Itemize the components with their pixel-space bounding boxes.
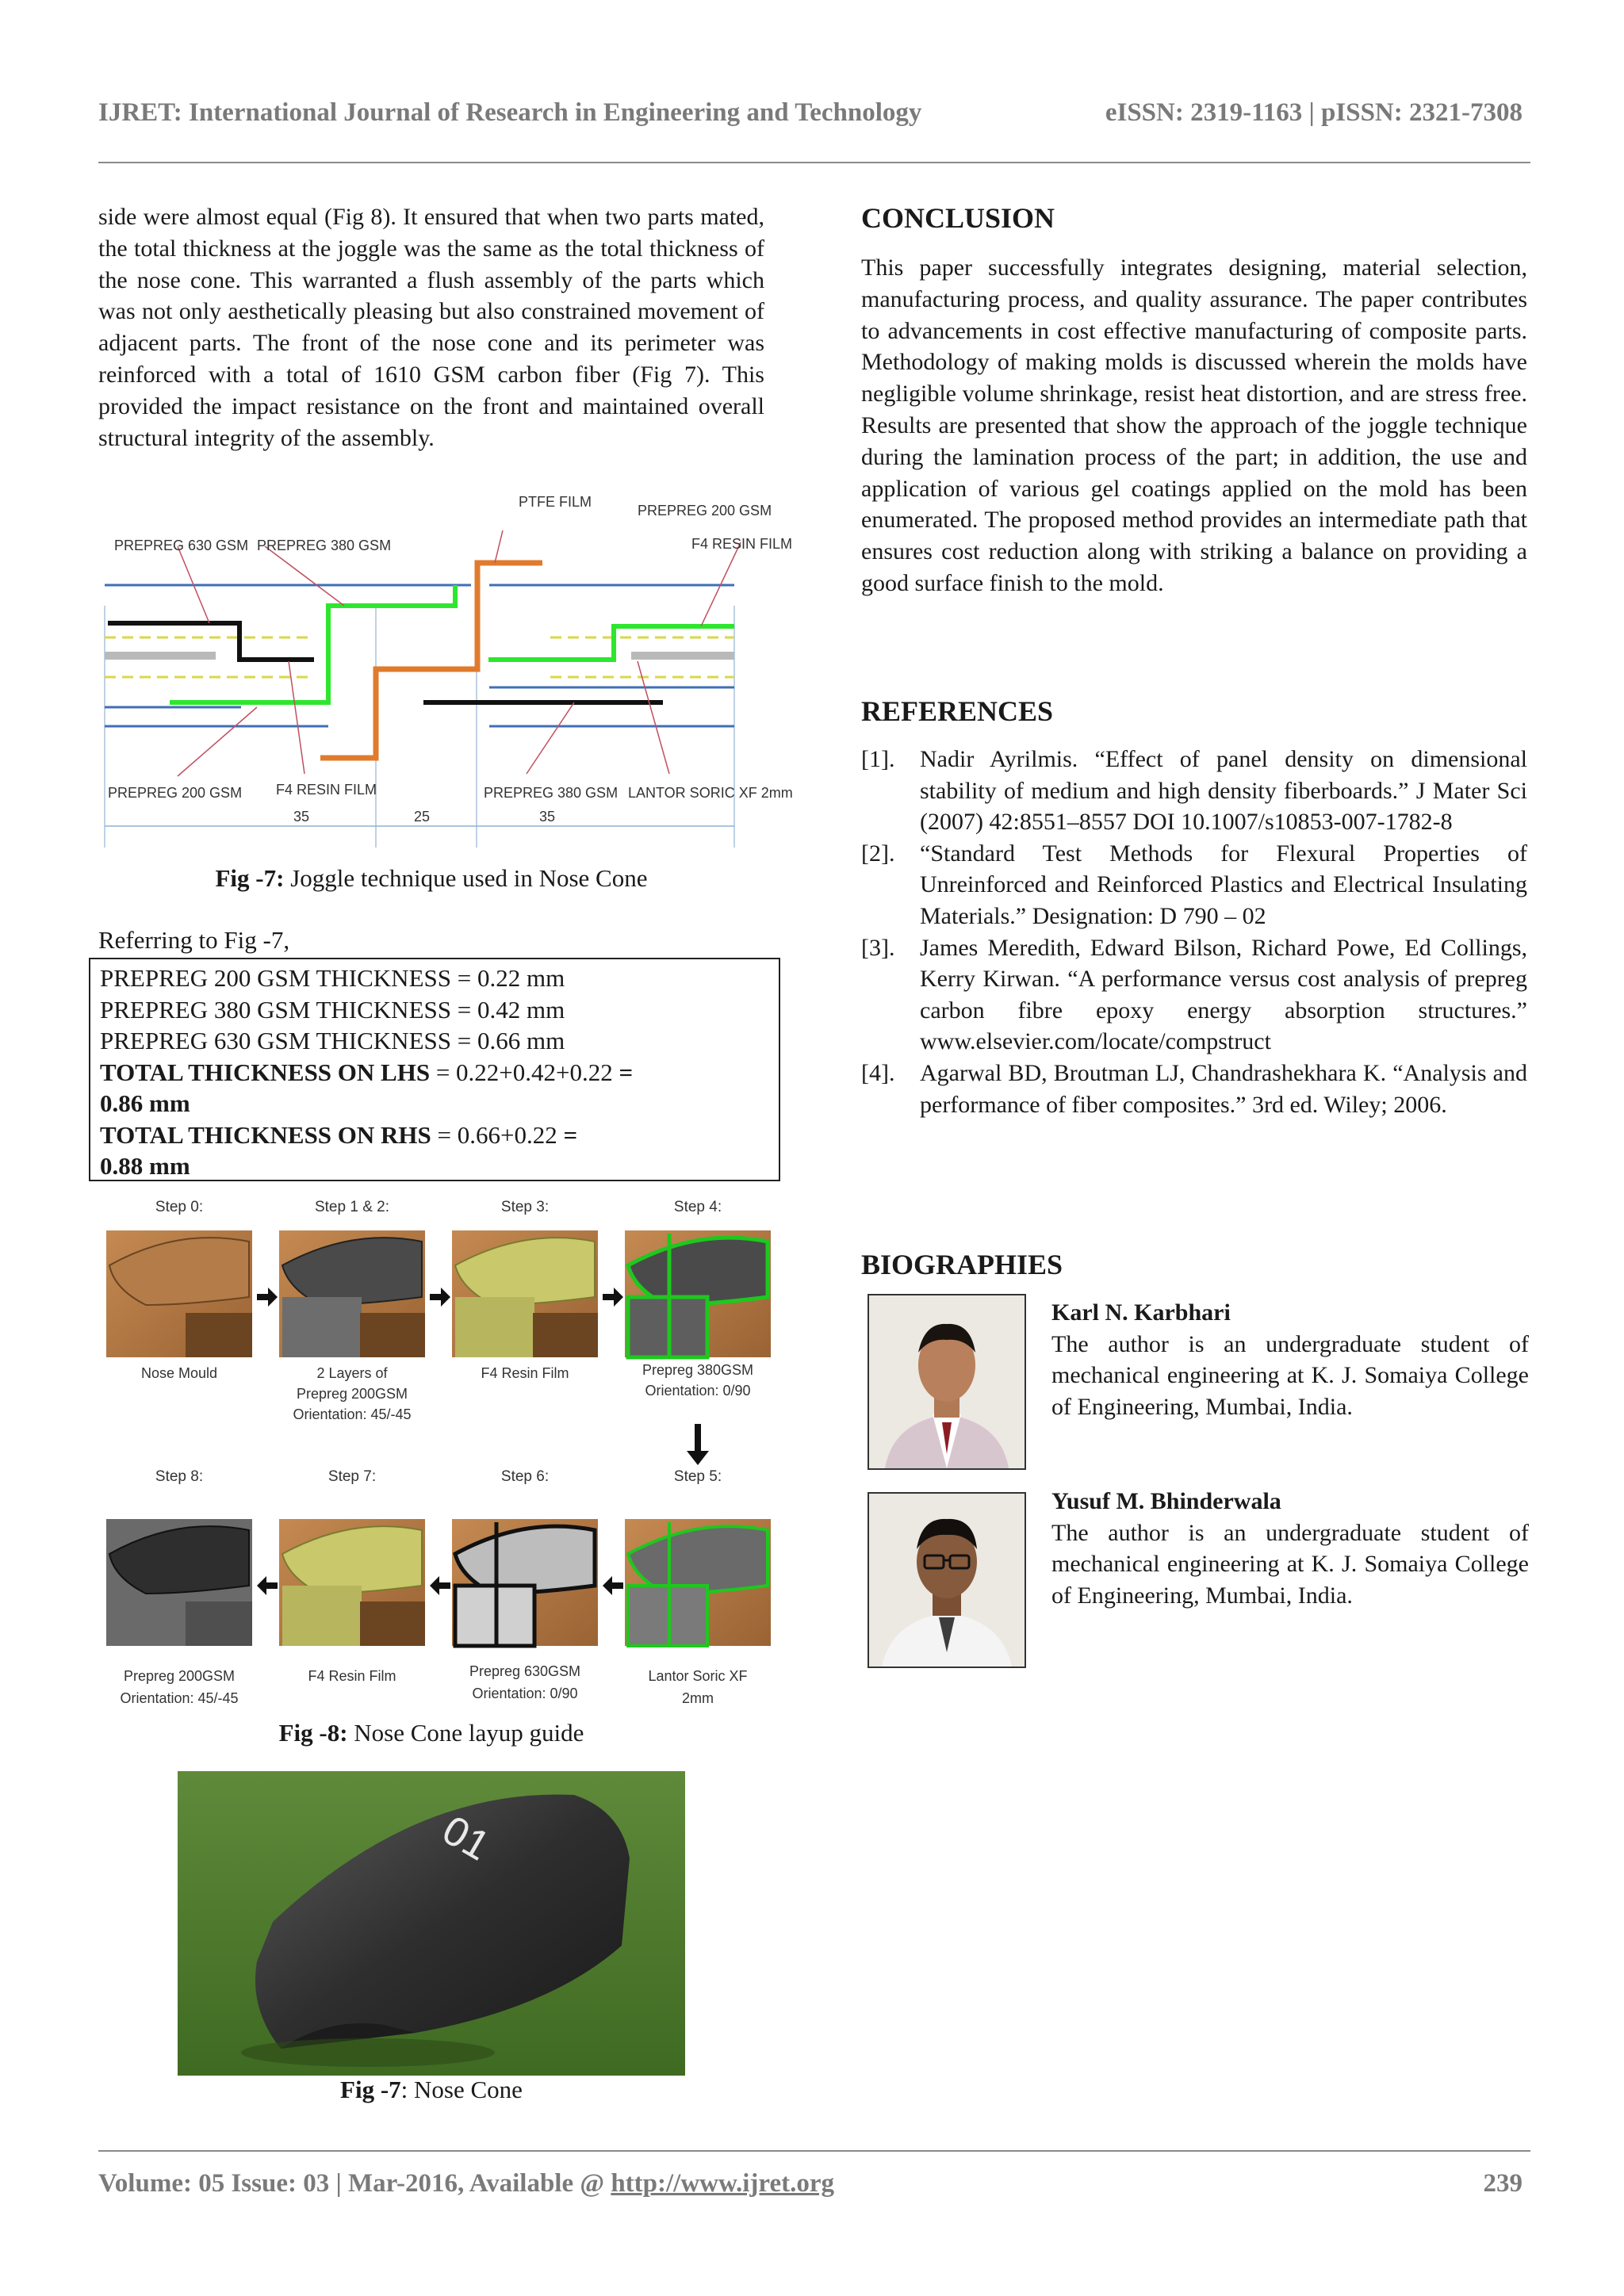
layup-guide xyxy=(98,1186,796,1733)
biographies-heading: BIOGRAPHIES xyxy=(861,1249,1063,1280)
step-4-panel xyxy=(625,1230,771,1357)
reference-item: [3]. James Meredith, Edward Bilson, Richard Powe, Ed Collings, Kerry Kirwan. “A performance versus cost analysis of prepreg carbon fibre epoxy energy absorption structures.” www.elsevier.com/locate/compstruct xyxy=(861,934,1527,1055)
page-number: 239 xyxy=(1483,2169,1522,2198)
label-lantor: LANTOR SORIC XF 2mm xyxy=(628,785,793,801)
step-caption: Orientation: 0/90 xyxy=(645,1383,751,1399)
down-arrow-icon xyxy=(687,1424,709,1465)
step-caption: Prepreg 200GSM xyxy=(123,1668,236,1684)
nose-cone-photo xyxy=(178,1771,685,2076)
issn: eISSN: 2319-1163 | pISSN: 2321-7308 xyxy=(1105,98,1522,127)
journal-link[interactable]: http://www.ijret.org xyxy=(611,2169,834,2198)
label-ptfe: PTFE FILM xyxy=(519,494,592,510)
author-photo-karbhari xyxy=(868,1294,1026,1470)
prepreg-380-left xyxy=(170,585,455,702)
step-caption: Orientation: 45/-45 xyxy=(293,1406,412,1422)
footer-issue: Volume: 05 Issue: 03 | Mar-2016, Available @ http://www.ijret.org xyxy=(98,2169,834,2198)
lantor-right xyxy=(631,652,734,660)
thickness-line-200: PREPREG 200 GSM THICKNESS = 0.22 mm xyxy=(100,964,565,992)
step-1-2-panel xyxy=(279,1230,425,1357)
dim-25: 25 xyxy=(413,809,431,825)
step-caption: Nose Mould xyxy=(140,1365,218,1381)
reference-item: [4]. Agarwal BD, Broutman LJ, Chandrashekhara K. “Analysis and performance of fiber composites.” 3rd ed. Wiley; 2006. xyxy=(861,1059,1527,1118)
step-8-panel xyxy=(106,1519,252,1646)
bio-name: Yusuf M. Bhinderwala xyxy=(1051,1488,1281,1514)
thickness-box xyxy=(89,958,780,1181)
step-caption: Prepreg 630GSM xyxy=(469,1663,581,1679)
reference-item: [2]. “Standard Test Methods for Flexural Properties of Unreinforced and Reinforced Plastics and Electrical Insulating Materials.” Designation: D 790 – 02 xyxy=(861,840,1527,929)
cone-number-mark: 01 xyxy=(435,1807,498,1870)
lhs-result: 0.86 mm xyxy=(100,1089,190,1117)
journal-title: IJRET: International Journal of Research in Engineering and Technology xyxy=(98,98,922,127)
step-0-panel xyxy=(106,1230,252,1357)
label-prepreg-380-bottom: PREPREG 380 GSM xyxy=(484,785,619,801)
step-caption: 2mm xyxy=(682,1690,714,1706)
step-caption: Orientation: 45/-45 xyxy=(120,1690,239,1706)
thickness-line-630: PREPREG 630 GSM THICKNESS = 0.66 mm xyxy=(100,1027,565,1054)
references-heading: REFERENCES xyxy=(861,695,1054,727)
step-caption: Prepreg 380GSM xyxy=(642,1362,754,1378)
author-photo-bhinderwala xyxy=(868,1492,1026,1668)
dim-35-right: 35 xyxy=(538,809,556,825)
conclusion-heading: CONCLUSION xyxy=(861,202,1055,234)
step-caption: 2 Layers of xyxy=(316,1365,388,1381)
referring-text: Referring to Fig -7, xyxy=(98,926,290,954)
fig7-photo-caption: Fig -7: Nose Cone xyxy=(340,2076,523,2103)
joggle-diagram xyxy=(98,487,796,851)
bio-text: The author is an undergraduate student of mechanical engineering at K. J. Somaiya College of Engineering, Mumbai, India. xyxy=(1051,1330,1529,1420)
bio-text: The author is an undergraduate student of mechanical engineering at K. J. Somaiya College of Engineering, Mumbai, India. xyxy=(1051,1519,1529,1609)
intro-paragraph: side were almost equal (Fig 8). It ensured that when two parts mated, the total thickness at the joggle was the same as the total thickness of the nose cone. This warranted a flush assembly of the parts which was not only aesthetically pleasing but also constrained movement of adjacent parts. The front of the nose cone and its perimeter was reinforced with a total of 1610 GSM carbon fiber (Fig 7). This provided the impact resistance on the front and maintained overall structural integrity of the assembly. xyxy=(98,204,764,451)
footer-rule xyxy=(98,2150,1530,2152)
step-title: Step 4: xyxy=(673,1199,722,1215)
header-rule xyxy=(98,162,1530,163)
step-caption: F4 Resin Film xyxy=(481,1365,569,1381)
label-prepreg-200-bottom: PREPREG 200 GSM xyxy=(108,785,243,801)
references-list xyxy=(861,744,1527,1120)
step-5-panel xyxy=(625,1519,771,1646)
lhs-total: TOTAL THICKNESS ON LHS = 0.22+0.42+0.22 = xyxy=(100,1058,634,1086)
step-title: Step 0: xyxy=(155,1199,204,1215)
fig8-caption: Fig -8: Nose Cone layup guide xyxy=(278,1719,584,1747)
label-f4-resin-bottom: F4 RESIN FILM xyxy=(276,782,377,798)
step-title: Step 8: xyxy=(155,1468,204,1485)
label-prepreg-380-top: PREPREG 380 GSM xyxy=(257,538,392,553)
step-3-panel xyxy=(452,1230,598,1357)
label-prepreg-200-top: PREPREG 200 GSM xyxy=(638,503,772,519)
step-caption: F4 Resin Film xyxy=(308,1668,396,1684)
lantor-left xyxy=(105,652,216,660)
label-prepreg-630: PREPREG 630 GSM xyxy=(114,538,249,553)
step-title: Step 6: xyxy=(500,1468,550,1485)
fig7-caption: Fig -7: Joggle technique used in Nose Cone xyxy=(215,864,648,892)
reference-item: [1]. Nadir Ayrilmis. “Effect of panel density on dimensional stability of medium and high density fiberboards.” J Mater Sci (2007) 42:8551–8557 DOI 10.1007/s10853-007-1782-8 xyxy=(861,746,1527,836)
thickness-line-380: PREPREG 380 GSM THICKNESS = 0.42 mm xyxy=(100,995,565,1024)
bio-bhinderwala xyxy=(1051,1486,1529,1611)
step-caption: Orientation: 0/90 xyxy=(472,1686,578,1701)
bio-karbhari xyxy=(1051,1297,1529,1422)
conclusion-text: This paper successfully integrates designing, material selection, manufacturing process, and quality assurance. The paper contributes to advancements in cost effective manufacturing of composite parts. Methodology of making molds is discussed wherein the molds have negligible volume shrinkage, resist heat distortion, and are stress free. Results are presented that show the approach of the joggle technique during the lamination process of the part; in addition, the use and application of various gel coatings applied on the mold has been enumerated. The proposed method provides an intermediate path that ensures cost reduction along with striking a balance on providing a good surface finish to the mold. xyxy=(861,254,1527,596)
step-title: Step 1 & 2: xyxy=(314,1199,390,1215)
step-6-panel xyxy=(452,1519,598,1646)
dim-35-left: 35 xyxy=(293,809,310,825)
rhs-result: 0.88 mm xyxy=(100,1152,190,1180)
step-caption: Lantor Soric XF xyxy=(648,1668,748,1684)
rhs-total: TOTAL THICKNESS ON RHS = 0.66+0.22 = xyxy=(100,1120,578,1149)
step-title: Step 7: xyxy=(327,1468,377,1485)
bio-name: Karl N. Karbhari xyxy=(1051,1299,1231,1326)
step-7-panel xyxy=(279,1519,425,1646)
step-title: Step 5: xyxy=(673,1468,722,1485)
step-title: Step 3: xyxy=(500,1199,550,1215)
step-caption: Prepreg 200GSM xyxy=(296,1386,408,1402)
label-f4-resin-top: F4 RESIN FILM xyxy=(691,536,793,552)
